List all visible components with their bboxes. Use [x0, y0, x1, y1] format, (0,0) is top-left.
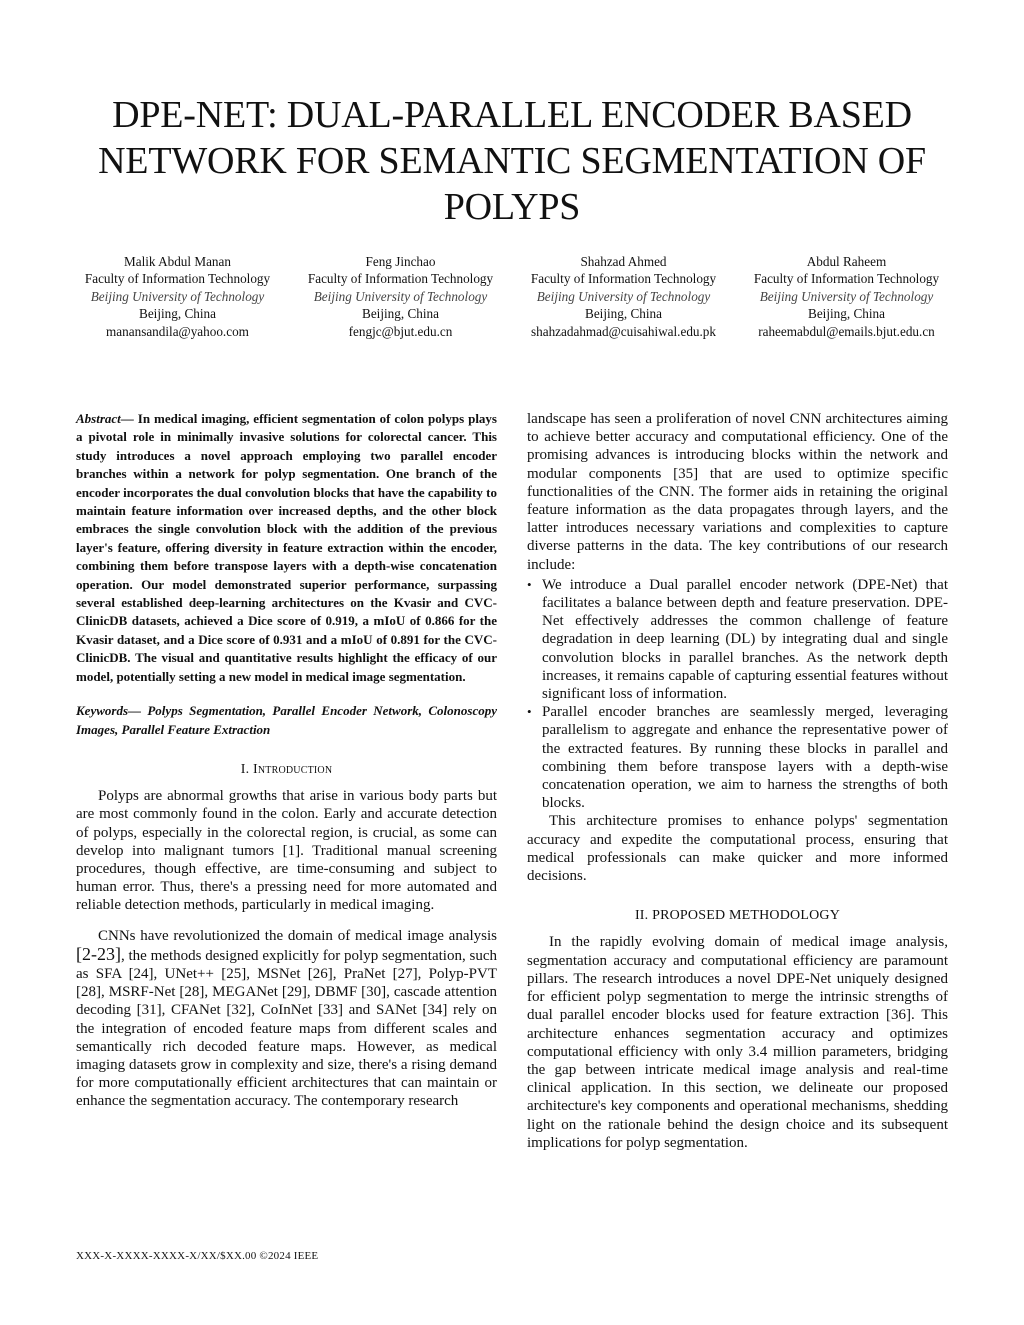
- author-4: [735, 253, 958, 340]
- section-title: Introduction: [252, 761, 333, 777]
- left-column: [76, 410, 497, 1111]
- author-2: [289, 253, 512, 340]
- citation-range: [2-23]: [76, 943, 121, 964]
- abstract: [76, 410, 497, 686]
- author-dept: Faculty of Information Technology: [84, 271, 271, 287]
- paper-title: DPE-NET: DUAL-PARALLEL ENCODER BASED NETWORK FOR SEMANTIC SEGMENTATION OF POLYPS: [98, 94, 926, 228]
- author-affiliation: Beijing University of Technology: [90, 288, 265, 304]
- section-heading-methodology: [527, 907, 948, 925]
- copyright-footer: XXX-X-XXXX-XXXX-X/XX/$XX.00 ©2024 IEEE: [76, 1250, 319, 1262]
- list-item-text: Parallel encoder branches are seamlessly merged, leveraging parallelism to aggregate and enhance the representative power of the extracted features. By running these blocks in parallel and combining them before transpose layers with a depth-wise concatenation operation, we aim to harness the strengths of both blocks.: [542, 704, 948, 812]
- author-name: Abdul Raheem: [806, 254, 887, 269]
- author-1: [66, 253, 289, 340]
- section-numeral: I.: [240, 761, 250, 777]
- author-name: Feng Jinchao: [365, 254, 436, 269]
- intro-paragraph-1: Polyps are abnormal growths that arise in various body parts but are most commonly found in the colon. Early and accurate detection of polyps, especially in the colorectal region, is crucial, as some can develop into malignant tumors [1]. Traditional manual screening procedures, though effective, are time-consuming and subject to human error. Thus, there's a pressing need for more automated and reliable detection methods, particularly in medical imaging.: [76, 788, 497, 914]
- author-dept: Faculty of Information Technology: [753, 271, 940, 287]
- author-email: manansandila@yahoo.com: [106, 323, 249, 339]
- author-name: Shahzad Ahmed: [580, 254, 667, 269]
- right-column: [527, 410, 948, 1152]
- keywords: Keywords— Polyps Segmentation, Parallel Encoder Network, Colonoscopy Images, Parallel Feature Extraction: [76, 703, 497, 737]
- author-location: Beijing, China: [585, 306, 662, 322]
- contributions-list: [527, 576, 948, 813]
- author-location: Beijing, China: [808, 306, 885, 322]
- intro-paragraph-2-continued: landscape has seen a proliferation of novel CNN architectures aiming to achieve better accuracy and computational efficiency. One of the promising advances is introducing blocks within the network and modular components [35] that are used to optimize specific functionalities of the CNN. The former aids in retaining the original feature information as the data propagates through layers, and the latter introduces necessary variations and complexities to capture diverse patterns in the data. The key contributions of our research include:: [527, 411, 948, 573]
- section-numeral: II.: [634, 908, 649, 924]
- author-location: Beijing, China: [139, 306, 216, 322]
- author-3: [512, 253, 735, 340]
- intro-paragraph-2-start: CNNs have revolutionized the domain of medical image analysis: [98, 927, 497, 944]
- list-item: [527, 703, 948, 812]
- author-block: [66, 253, 958, 340]
- abstract-text: — In medical imaging, efficient segmentation of colon polyps plays a pivotal role in minimally invasive solutions for colorectal cancer. This study introduces a novel approach employing two parallel encoder branches within a network for polyp segmentation. One branch of the encoder incorporates the dual convolution blocks that have the capability to maintain feature information over increased depths, and the other block embraces the single convolution block with the addition of the previous layer's feature, offering diversity in feature extraction within the encoder, combining them before transpose layers with a depth-wise concatenation operation. Our model demonstrated superior performance, surpassing several established deep-learning architectures on the Kvasir and CVC-ClinicDB datasets, achieved a Dice score of 0.919, a mIoU of 0.866 for the Kvasir dataset, and a Dice score of 0.931 and a mIoU of 0.891 for the CVC-ClinicDB. The visual and quantitative results highlight the efficacy of our model, potentially setting a new model in medical image segmentation.: [76, 411, 497, 684]
- author-location: Beijing, China: [362, 306, 439, 322]
- bullet-icon: •: [527, 576, 532, 592]
- bullet-icon: •: [527, 704, 532, 720]
- author-email: shahzadahmad@cuisahiwal.edu.pk: [531, 323, 716, 339]
- section-heading-introduction: [76, 761, 497, 779]
- author-affiliation: Beijing University of Technology: [536, 288, 711, 304]
- section-title: PROPOSED METHODOLOGY: [652, 908, 841, 924]
- author-affiliation: Beijing University of Technology: [759, 288, 934, 304]
- intro-paragraph-2: [76, 927, 497, 1111]
- list-item: [527, 576, 948, 703]
- author-email: fengjc@bjut.edu.cn: [348, 323, 453, 339]
- list-item-text: We introduce a Dual parallel encoder network (DPE-Net) that facilitates a balance between depth and feature preservation. DPE-Net effectively addresses the common challenge of feature degradation in deep learning (DL) by integrating dual and single convolution blocks in parallel branches. As the network depth increases, it remains capable of capturing essential features without significant loss of information.: [542, 576, 948, 703]
- intro-paragraph-3: This architecture promises to enhance polyps' segmentation accuracy and expedite the computational process, ensuring that medical professionals can make quicker and more informed decisions.: [527, 813, 948, 885]
- intro-paragraph-2-rest: , the methods designed explicitly for polyp segmentation, such as SFA [24], UNet++ [25], MSNet [26], PraNet [27], Polyp-PVT [28], MSRF-Net [28], MEGANet [29], DBMF [30], cascade attention decoding [31], CFANet [32], CoInNet [33] and SANet [34] rely on the integration of encoded feature maps from different scales and semantically rich decoded feature maps. However, as medical imaging datasets grow in complexity and size, there's a rising demand for more computationally efficient architectures that can maintain or enhance the segmentation accuracy. The contemporary research: [76, 947, 497, 1110]
- author-email: raheemabdul@emails.bjut.edu.cn: [758, 323, 935, 339]
- author-name: Malik Abdul Manan: [124, 254, 231, 269]
- abstract-lead: Abstract: [76, 411, 121, 426]
- author-dept: Faculty of Information Technology: [530, 271, 717, 287]
- method-paragraph-1: In the rapidly evolving domain of medical image analysis, segmentation accuracy and computational efficiency are paramount pillars. The research introduces a novel DPE-Net uniquely designed for efficient polyp segmentation to merge the intrinsic strengths of dual parallel encoder blocks used for feature extraction [36]. This architecture enhances segmentation accuracy and optimizes computational efficiency with only 3.4 million parameters, bridging the gap between intricate medical image analysis and real-time clinical application. In this section, we delineate our proposed architecture's key components and operational mechanisms, shedding light on the rationale behind the design choice and its subsequent implications for polyp segmentation.: [527, 934, 948, 1151]
- author-affiliation: Beijing University of Technology: [313, 288, 488, 304]
- author-dept: Faculty of Information Technology: [307, 271, 494, 287]
